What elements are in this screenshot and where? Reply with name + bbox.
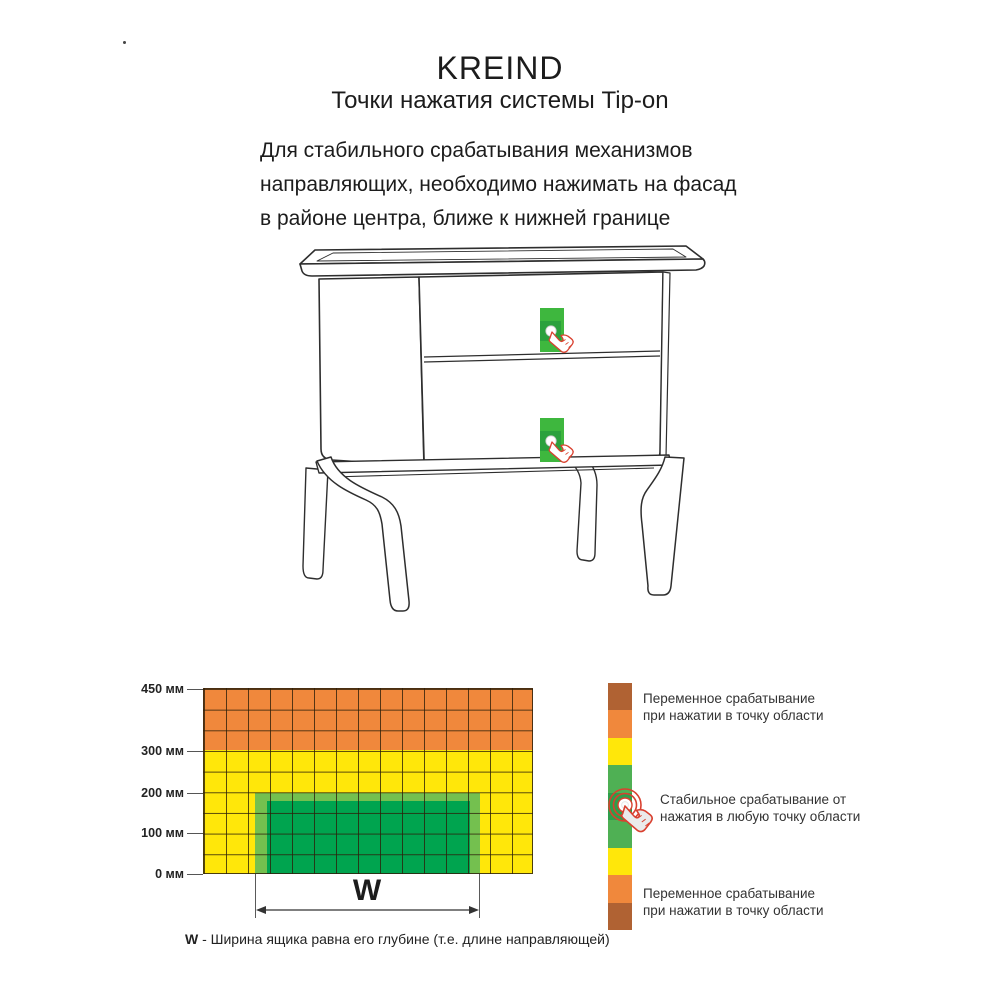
legend-segment [608,903,632,930]
legend-line: Переменное срабатывание [643,691,816,706]
caption-text: - Ширина ящика равна его глубине (т.е. длине направляющей) [198,931,610,947]
w-extent-line-right [479,874,480,918]
legend-line: при нажатии в точку области [643,902,824,918]
y-tick-label: 450 мм [141,682,184,696]
cabinet-front-right-leg [641,457,684,595]
y-tick-label: 100 мм [141,826,184,840]
legend-segment [608,738,632,765]
legend-item-variable-bottom [643,886,824,919]
press-here-icon [594,770,660,846]
legend-line: Переменное срабатывание [643,886,816,901]
tick-line [187,793,203,794]
legend-segment [608,683,632,710]
cabinet-left-side-panel [319,277,424,466]
page-subtitle: Точки нажатия системы Tip-on [331,87,669,114]
legend-item-variable-top [643,691,824,724]
intro-line: в районе центра, ближе к нижней границе [260,207,671,230]
tick-line [187,751,203,752]
width-arrow [256,903,479,917]
tick-line [187,689,203,690]
legend-segment [608,875,632,902]
intro-text [260,134,737,236]
intro-line: направляющих, необходимо нажимать на фасад [260,173,737,196]
legend-line: при нажатии в точку области [643,707,824,723]
nightstand-drawing [280,240,720,630]
hand-icon [622,806,652,832]
page-speck [123,41,126,44]
cabinet-back-left-leg [303,468,328,579]
cabinet-front-left-leg [317,457,409,611]
legend-line: нажатия в любую точку области [660,808,861,824]
y-tick-label: 0 мм [155,867,184,881]
tick-line [187,833,203,834]
legend-segment [608,710,632,737]
y-tick-200 [141,785,203,801]
y-tick-450 [141,681,203,697]
y-tick-100 [141,825,203,841]
tick-line [187,874,203,875]
intro-line: Для стабильного срабатывания механизмов [260,139,693,162]
legend-item-stable [660,792,860,825]
cabinet-back-middle-leg [568,459,597,561]
caption-term: W [185,931,199,947]
legend-line: Стабильное срабатывание от [660,792,847,807]
chart-caption [185,931,610,947]
brand-title: KREIND [436,50,564,86]
width-label: W [352,874,382,907]
y-tick-0 [155,866,203,882]
press-zone-chart [203,688,533,874]
y-tick-label: 200 мм [141,786,184,800]
grid-lines-overlay [203,688,533,874]
legend-segment [608,848,632,875]
y-tick-label: 300 мм [141,744,184,758]
y-tick-300 [141,743,203,759]
